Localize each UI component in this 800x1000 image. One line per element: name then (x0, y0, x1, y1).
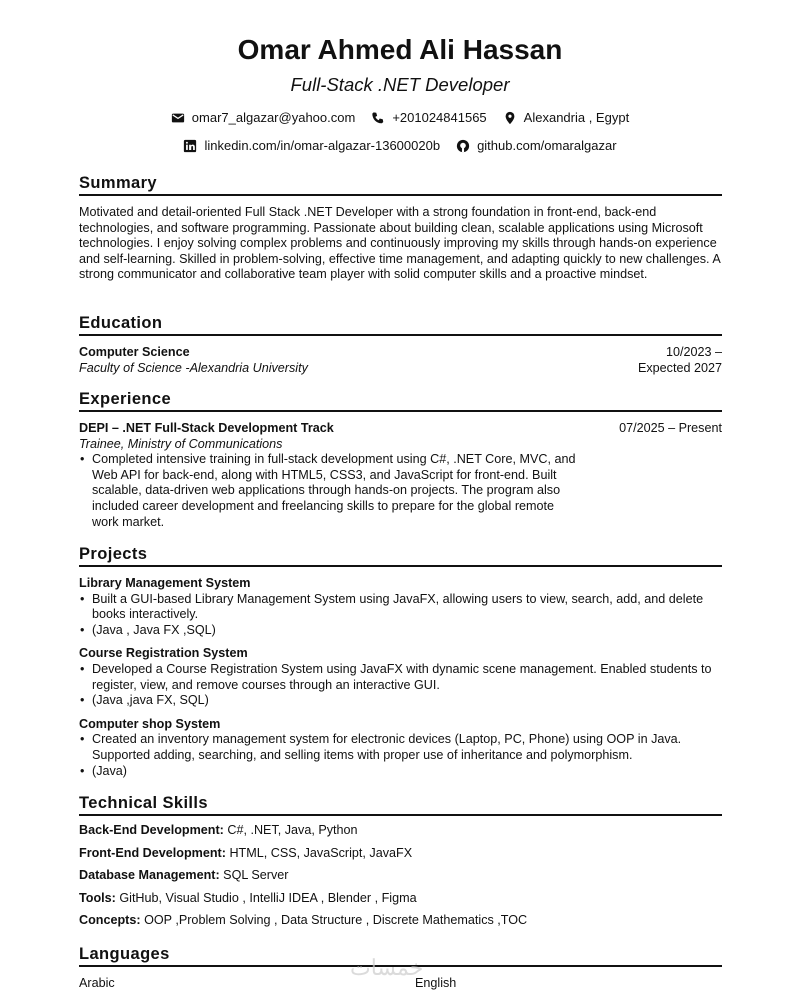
phone-item[interactable] (371, 110, 486, 125)
education-section (79, 314, 722, 376)
summary-text: Motivated and detail-oriented Full Stack .NET Developer with a strong foundation in front-end, back-end technologies, and software programming. Passionate about building clean, scalable applications using Microsoft technologies. I enjoy solving complex problems and continuously improving my skills through hands-on experience and self-learning. Skilled in problem-solving, effective time management, and adapting quickly to new challenges. A strong communicator and collaborative team player with solid computer skills and a proactive mindset. (79, 205, 721, 282)
skill-value: OOP ,Problem Solving , Data Structure , Discrete Mathematics ,TOC (144, 913, 528, 927)
skill-label: Database Management: (79, 868, 220, 882)
github-item[interactable] (456, 138, 616, 153)
exp-bullet: • Completed intensive training in full-stack development using C#, .NET Core, MVC, and Web API for back-end, along with HTML5, CSS3, and JavaScript for front-end. Built scalable, data-driven web applications through hands-on projects. The program also included career development and freelancing skills to prepare for the global remote work market. (92, 452, 577, 530)
skill-value: GitHub, Visual Studio , IntelliJ IDEA , Blender , Figma (119, 890, 417, 905)
candidate-name: Omar Ahmed Ali Hassan (237, 34, 563, 65)
skill-value: HTML, CSS, JavaScript, JavaFX (229, 845, 413, 860)
project-desc: • Developed a Course Registration System using JavaFX with dynamic scene management. Enabled students to register, view, and remove courses through an interactive GUI. (92, 662, 722, 693)
project-tech: • (Java , Java FX ,SQL) (92, 623, 722, 639)
linkedin-icon (183, 139, 197, 153)
project-name: Computer shop System (79, 716, 221, 731)
job-title: Full-Stack .NET Developer (290, 74, 510, 95)
exp-role: Trainee, Ministry of Communications (79, 436, 283, 451)
section-heading: Projects (79, 545, 722, 567)
linkedin-item[interactable] (183, 138, 440, 153)
skill-value: C#, .NET, Java, Python (227, 823, 358, 837)
email-item[interactable] (171, 110, 356, 125)
location-text: Alexandria , Egypt (523, 110, 630, 125)
skill-row (79, 864, 722, 887)
skill-row (79, 819, 722, 842)
school: Faculty of Science -Alexandria University (79, 360, 308, 375)
section-heading: Education (79, 314, 722, 336)
project-name: Course Registration System (79, 646, 248, 661)
edu-date-end: Expected 2027 (637, 360, 722, 375)
section-heading: Technical Skills (79, 794, 722, 816)
skill-row (79, 887, 722, 910)
skill-label: Front-End Development: (79, 845, 226, 860)
phone-text: +201024841565 (392, 110, 487, 125)
skill-value: SQL Server (223, 868, 289, 882)
skill-row (79, 909, 722, 932)
contact-row-2 (0, 138, 800, 153)
skills-section (79, 794, 722, 932)
contact-row-1 (0, 110, 800, 125)
map-pin-icon (503, 111, 517, 125)
linkedin-text: linkedin.com/in/omar-algazar-13600020b (204, 138, 441, 153)
project-tech: • (Java ,java FX, SQL) (92, 693, 722, 709)
skill-row (79, 842, 722, 865)
project-name: Library Management System (79, 576, 251, 590)
experience-section (79, 390, 722, 530)
phone-icon (371, 111, 385, 125)
edu-date-start: 10/2023 – (665, 345, 722, 359)
github-text: github.com/omaralgazar (477, 138, 617, 153)
degree: Computer Science (79, 345, 190, 359)
language-item: Arabic (79, 976, 115, 990)
location-item (503, 110, 630, 125)
section-heading: Experience (79, 390, 722, 412)
skill-label: Tools: (79, 890, 116, 905)
envelope-icon (171, 111, 185, 125)
projects-section (79, 545, 722, 779)
section-heading: Summary (79, 174, 722, 196)
github-icon (456, 139, 470, 153)
project-desc: • Built a GUI-based Library Management System using JavaFX, allowing users to view, search, add, and delete books interactively. (92, 592, 722, 623)
project-desc: • Created an inventory management system for electronic devices (Laptop, PC, Phone) using OOP in Java. Supported adding, searching, and selling items with proper use of inheritance and polymorphism. (92, 732, 722, 763)
language-item: English (415, 976, 457, 990)
section-heading: Languages (79, 945, 722, 967)
email-text: omar7_algazar@yahoo.com (191, 110, 356, 125)
skill-label: Back-End Development: (79, 823, 224, 837)
exp-title: DEPI – .NET Full-Stack Development Track (79, 421, 334, 435)
skill-label: Concepts: (79, 913, 141, 927)
exp-date: 07/2025 – Present (619, 421, 722, 435)
watermark-logo: خمسات (350, 955, 424, 980)
project-tech: • (Java) (92, 764, 722, 780)
summary-section (79, 174, 722, 283)
